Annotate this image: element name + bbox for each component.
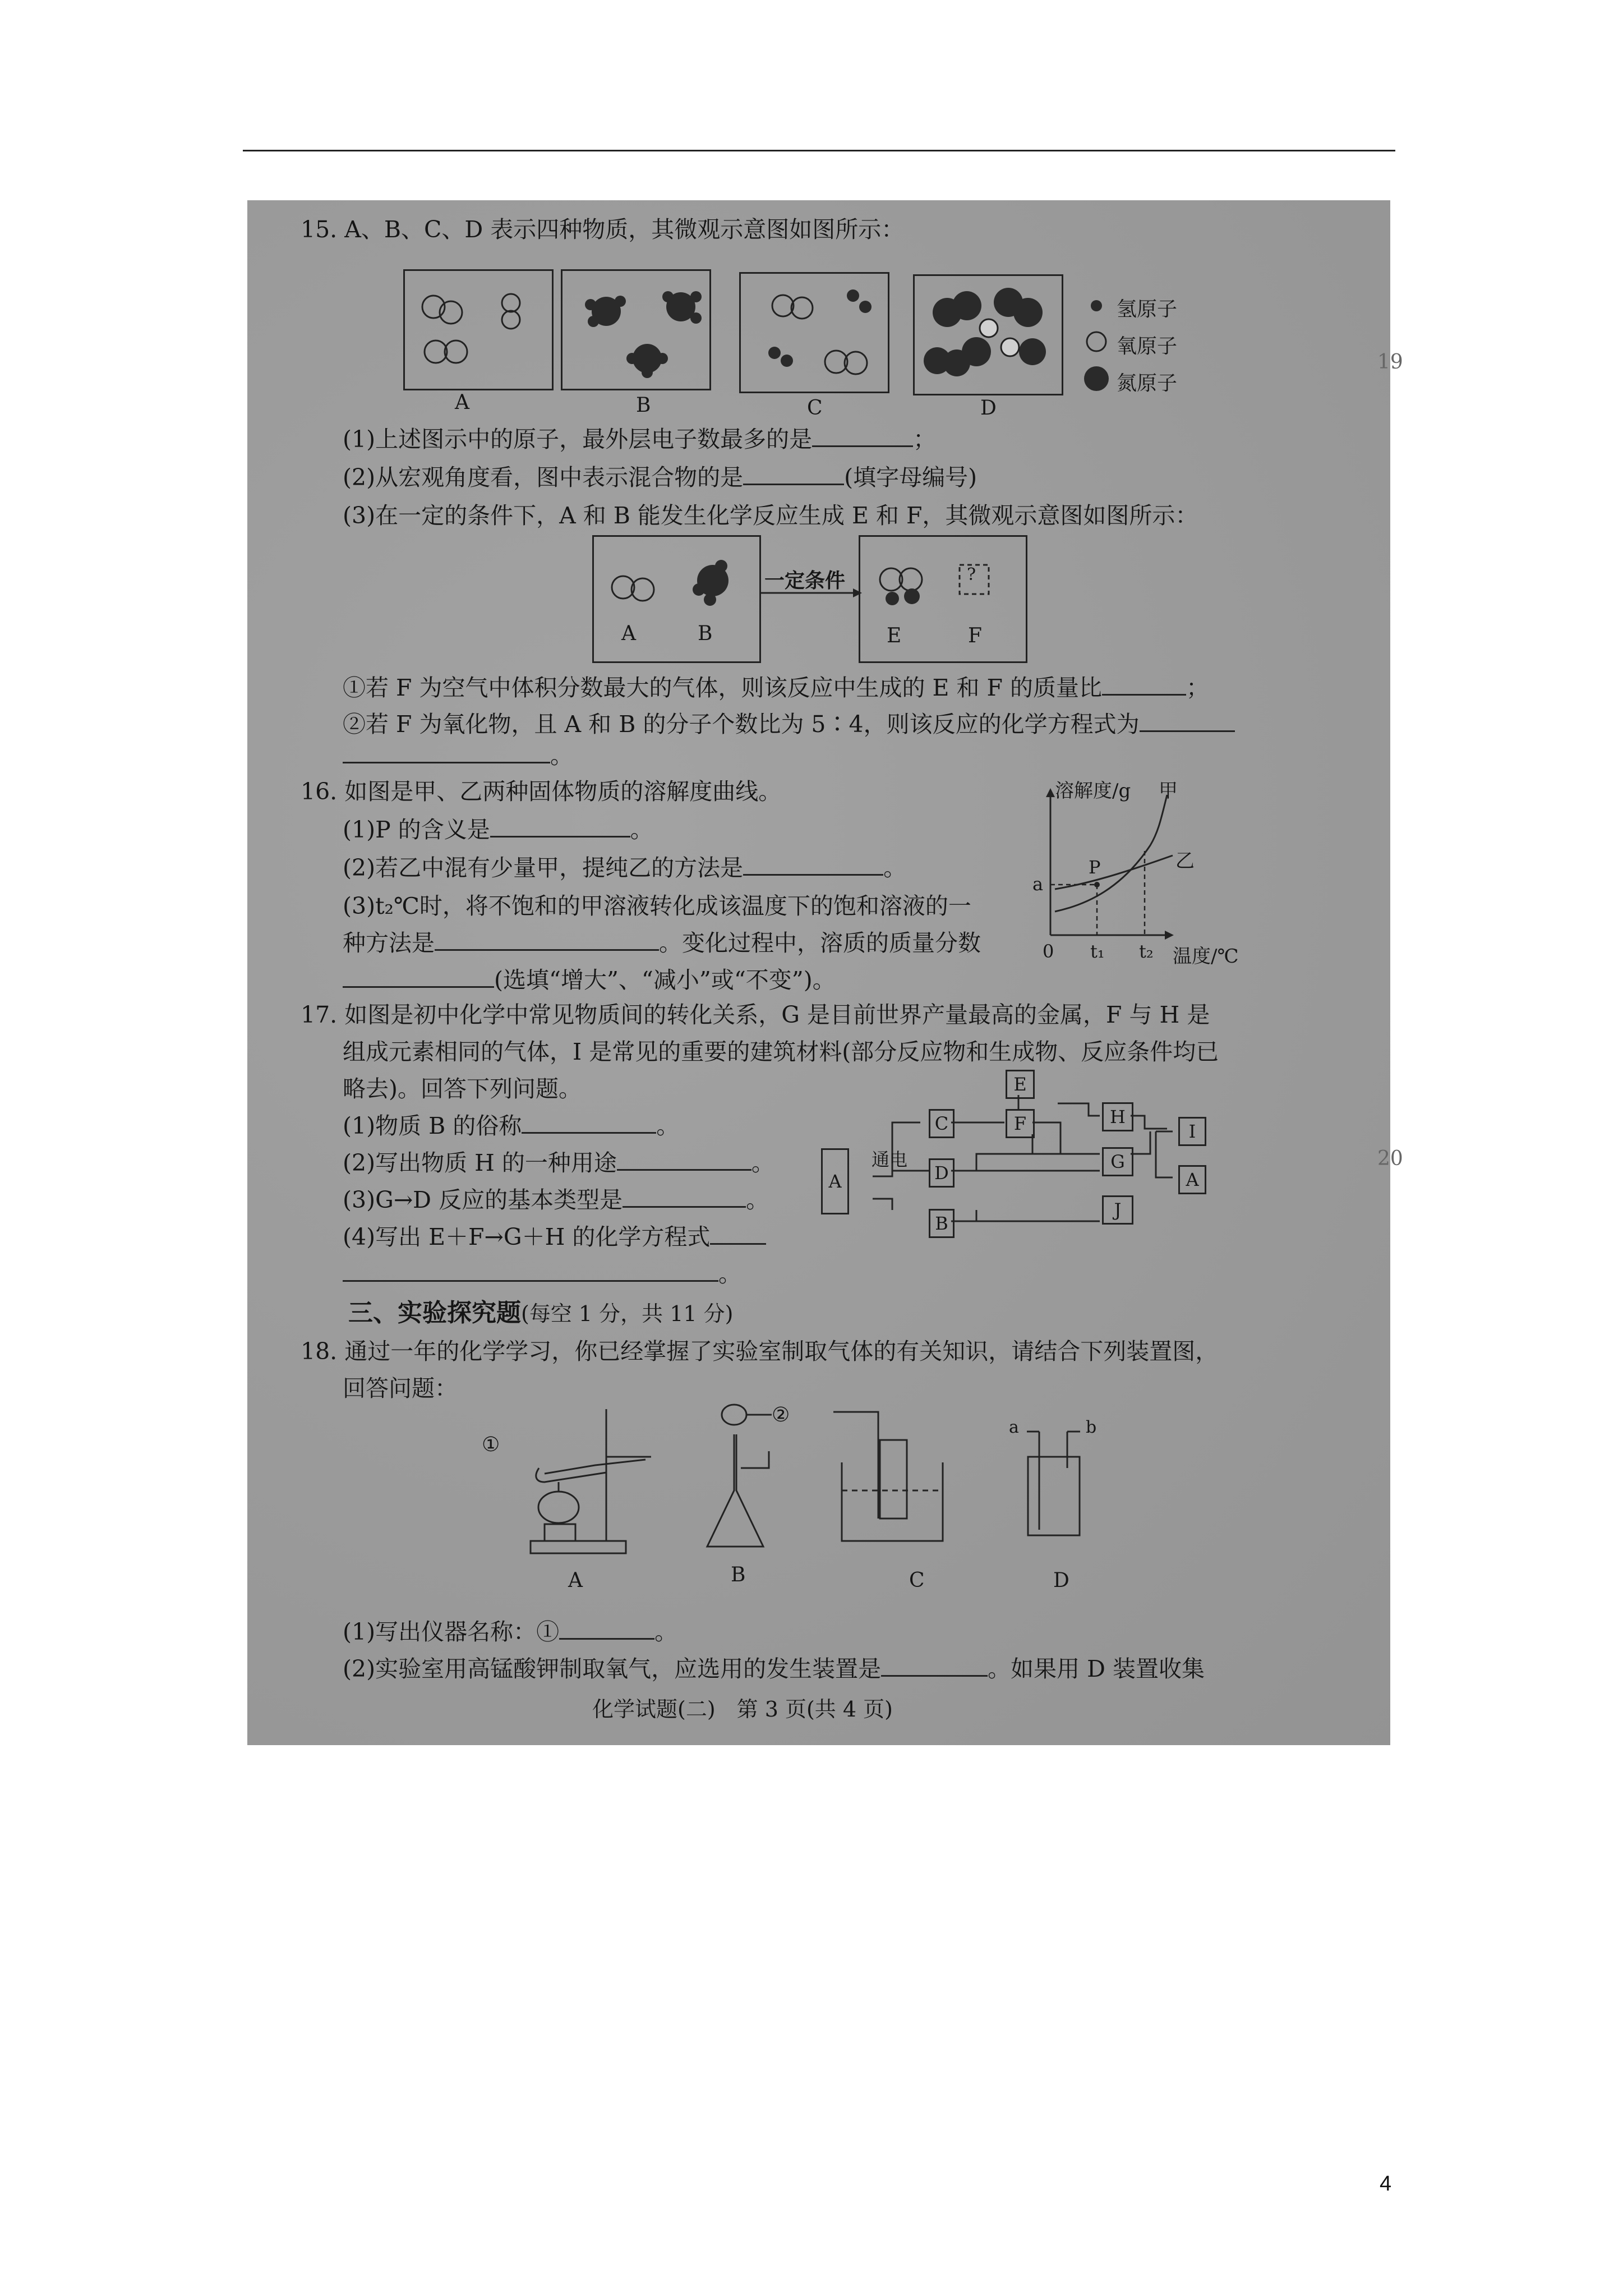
flow-node-c: C [929, 1109, 955, 1138]
apparatus-label-d: D [1053, 1569, 1069, 1592]
q17-line3: 略去)。回答下列问题。 [343, 1075, 582, 1102]
q17-sub3: (3)G→D 反应的基本类型是 。 [343, 1186, 769, 1213]
flow-node-b: B [929, 1209, 955, 1238]
q15-c2: ②若 F 为氧化物，且 A 和 B 的分子个数比为 5∶4，则该反应的化学方程式为 [343, 711, 1235, 738]
q16-sub1: (1)P 的含义是 。 [343, 816, 653, 843]
reaction-label-f: F [968, 624, 982, 647]
q17-line2: 组成元素相同的气体，I 是常见的重要的建筑材料(部分反应物和生成物、反应条件均已 [343, 1038, 1219, 1065]
header-rule [243, 150, 1395, 151]
apparatus-label-a: A [568, 1569, 583, 1592]
apparatus-label-c: C [909, 1569, 925, 1592]
flow-node-d: D [929, 1158, 955, 1188]
q18-apparatus-svg [247, 200, 1390, 1659]
q17-sub4-cont: 。 [343, 1260, 741, 1288]
q18-sub2: (2)实验室用高锰酸钾制取氧气，应选用的发生装置是 。如果用 D 装置收集 [343, 1655, 1205, 1682]
chart-t2: t₂ [1139, 941, 1154, 962]
reaction-label-a: A [621, 622, 636, 645]
q15-stem: 15. A、B、C、D 表示四种物质，其微观示意图如图所示： [301, 216, 905, 243]
flow-node-i: I [1178, 1117, 1206, 1146]
q16-sub2: (2)若乙中混有少量甲，提纯乙的方法是 。 [343, 854, 907, 881]
q17-sub2: (2)写出物质 H 的一种用途 。 [343, 1149, 774, 1176]
flow-electrolysis: 通电 [872, 1149, 908, 1170]
q17-line1: 17. 如图是初中化学中常见物质间的转化关系，G 是目前世界产量最高的金属，F 与 H 是 [301, 1001, 1210, 1028]
chart-origin: 0 [1043, 941, 1054, 962]
flow-node-j: J [1102, 1195, 1133, 1225]
q16-sub3c: (选填“增大”、“减小”或“不变”)。 [343, 967, 836, 994]
flow-node-g: G [1102, 1147, 1133, 1176]
flow-node-e: E [1006, 1070, 1035, 1099]
q15-sub3: (3)在一定的条件下，A 和 B 能发生化学反应生成 E 和 F，其微观示意图如图所示： [343, 502, 1198, 529]
q16-stem: 16. 如图是甲、乙两种固体物质的溶解度曲线。 [301, 778, 782, 805]
q16-sub3b: 种方法是 。变化过程中，溶质的质量分数 [343, 930, 981, 956]
q16-sub3a: (3)t₂℃时，将不饱和的甲溶液转化成该温度下的饱和溶液的一 [343, 892, 971, 919]
legend-oxygen: 氧原子 [1117, 335, 1178, 358]
q15-label-d: D [980, 397, 997, 420]
q18-line1: 18. 通过一年的化学学习，你已经掌握了实验室制取气体的有关知识，请结合下列装置图， [301, 1338, 1219, 1365]
q15-label-b: B [636, 394, 651, 417]
q15-sub1: (1)上述图示中的原子，最外层电子数最多的是 ； [343, 426, 937, 453]
q15-sub2: (2)从宏观角度看，图中表示混合物的是 (填字母编号) [343, 464, 978, 491]
chart-t1: t₁ [1090, 941, 1105, 962]
flow-node-a2: A [1178, 1165, 1206, 1194]
chart-ylabel: 溶解度/g [1055, 780, 1131, 802]
q15-c1: ①若 F 为空气中体积分数最大的气体，则该反应中生成的 E 和 F 的质量比 ； [343, 674, 1210, 701]
chart-a-tick: a [1032, 873, 1044, 895]
port-b: b [1086, 1418, 1097, 1437]
exam-footer: 化学试题(二) 第 3 页(共 4 页) [592, 1697, 893, 1722]
page-number: 4 [1380, 2172, 1392, 2196]
q17-sub1: (1)物质 B 的俗称 。 [343, 1112, 680, 1139]
flow-node-a: A [821, 1148, 849, 1214]
scanned-exam-page [247, 200, 1403, 1745]
chart-series-jia: 甲 [1159, 780, 1178, 802]
apparatus-mark-1: ① [482, 1433, 500, 1456]
reaction-condition: 一定条件 [764, 569, 846, 592]
chart-point-p: P [1089, 857, 1101, 878]
reaction-label-b: B [698, 622, 713, 645]
q17-sub4: (4)写出 E＋F→G＋H 的化学方程式 [343, 1223, 766, 1251]
q15-label-c: C [807, 397, 823, 420]
legend-nitrogen: 氮原子 [1117, 372, 1178, 395]
q15-c2-cont: 。 [343, 742, 573, 770]
chart-xlabel: 温度/℃ [1173, 945, 1239, 968]
q18-sub1: (1)写出仪器名称：① 。 [343, 1618, 678, 1645]
margin-mark-19: 19 [1377, 351, 1403, 374]
unknown-molecule: ? [967, 565, 976, 585]
reaction-label-e: E [887, 624, 902, 647]
q18-line2: 回答问题： [343, 1375, 458, 1402]
apparatus-label-b: B [731, 1563, 746, 1586]
q15-label-a: A [455, 391, 469, 414]
chart-series-yi: 乙 [1175, 850, 1195, 872]
flow-node-h: H [1102, 1102, 1133, 1131]
apparatus-mark-2: ② [772, 1404, 790, 1427]
section-3-title: 三、实验探究题(每空 1 分，共 11 分) [348, 1299, 734, 1327]
port-a: a [1009, 1418, 1019, 1437]
margin-mark-20: 20 [1377, 1147, 1403, 1170]
legend-hydrogen: 氢原子 [1117, 298, 1178, 321]
flow-node-f: F [1006, 1109, 1035, 1138]
